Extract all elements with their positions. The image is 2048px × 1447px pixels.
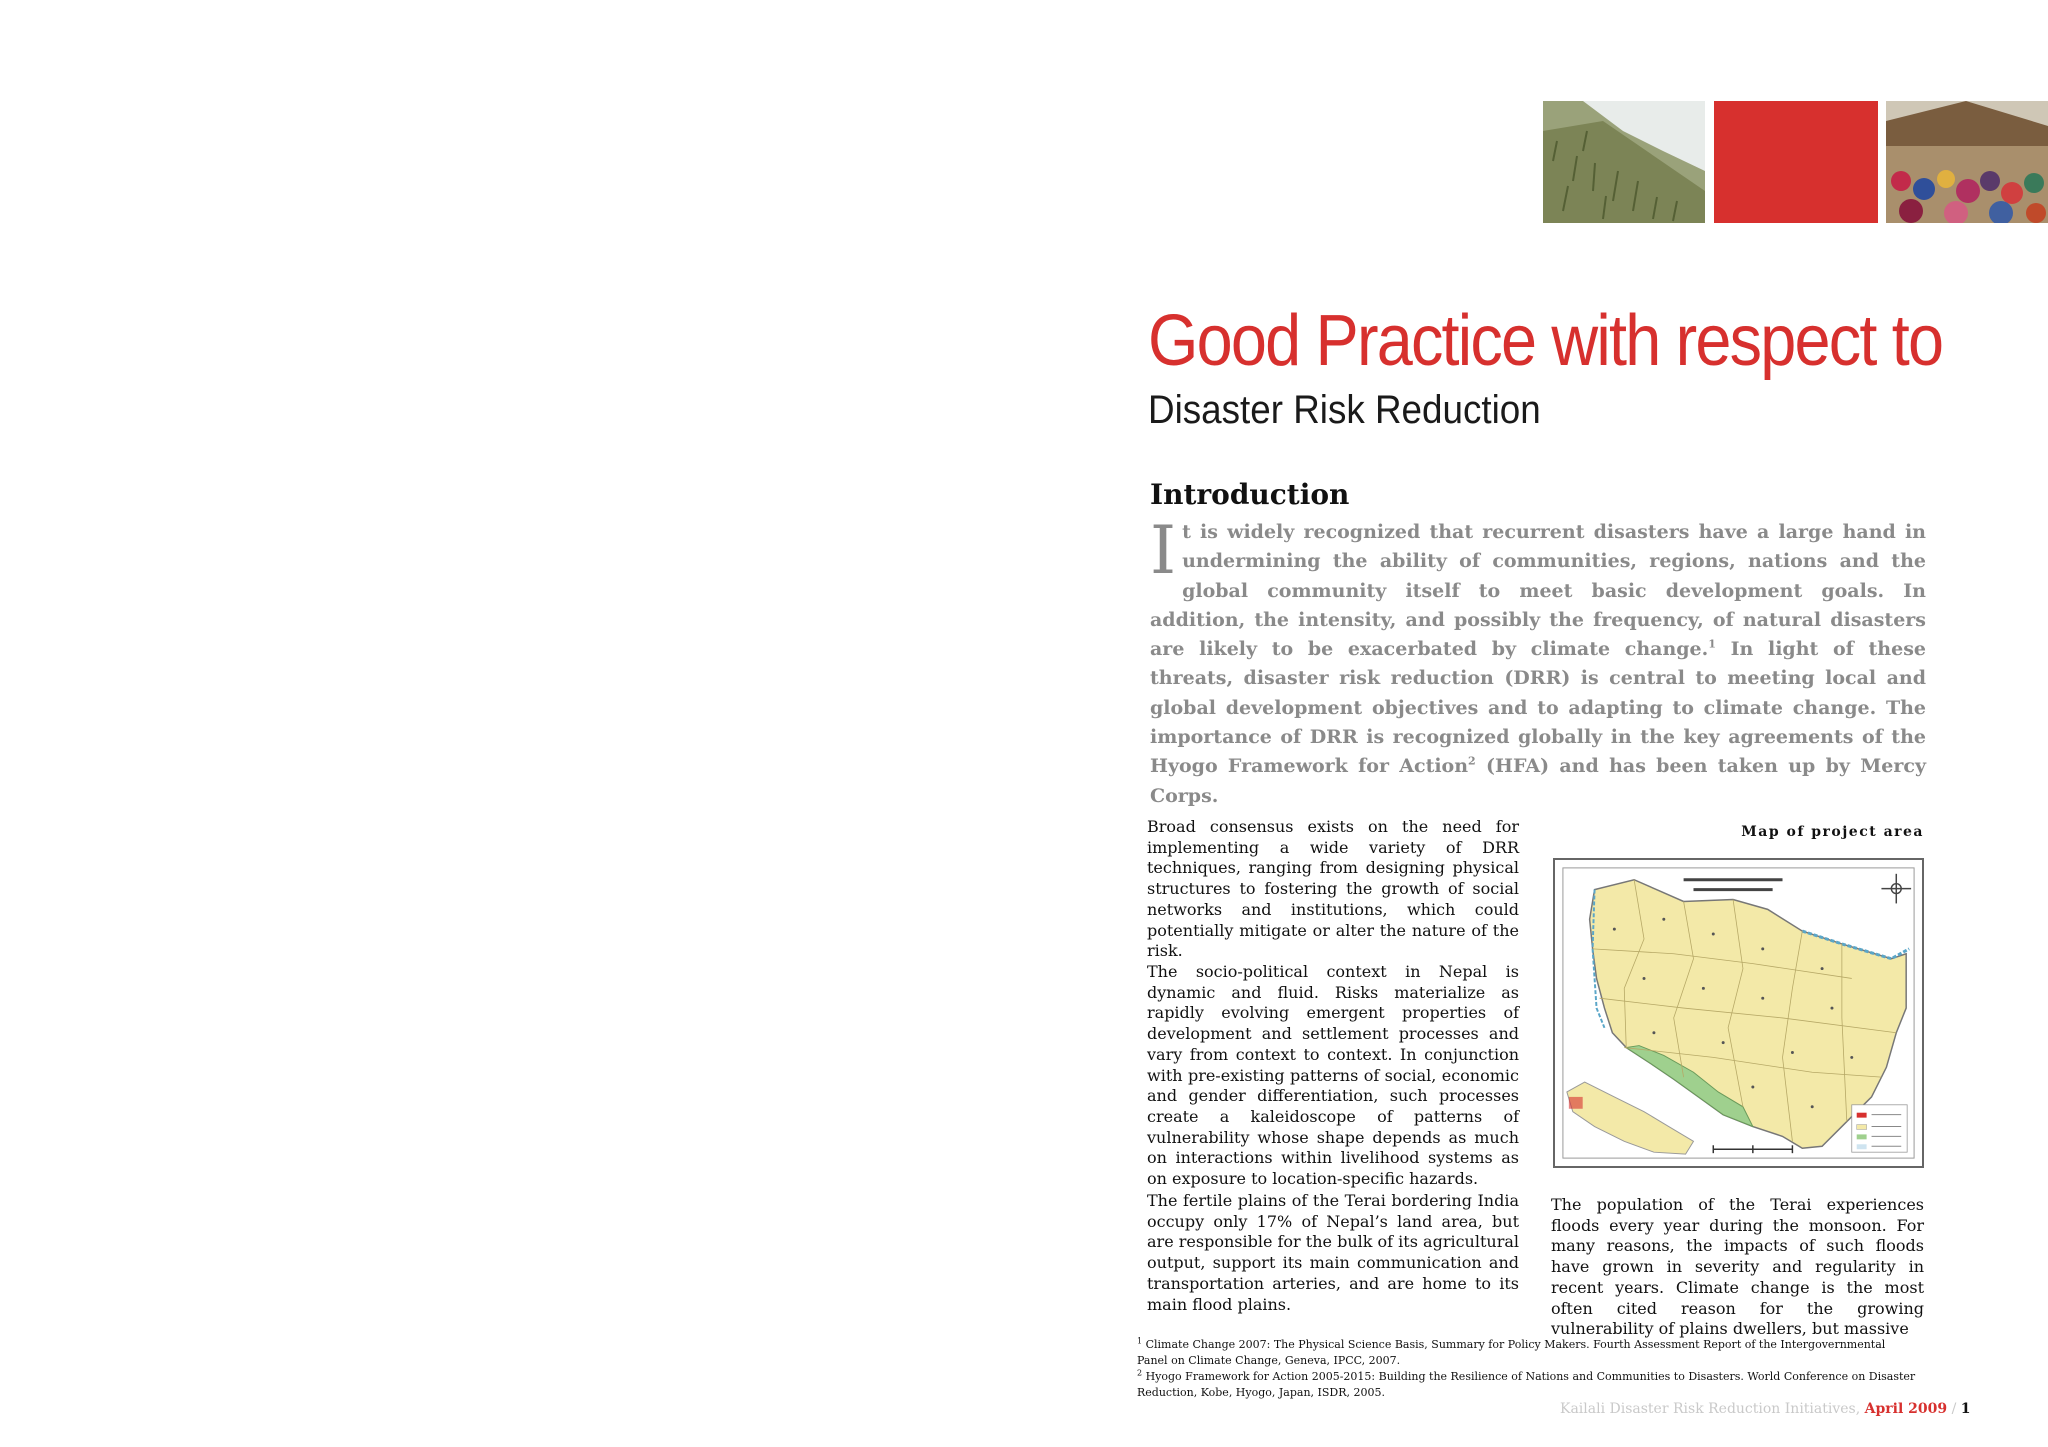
footnote-2-text: Hyogo Framework for Action 2005-2015: Building the Resilience of Nations and Communities to Disasters. World Conference on Disaster Reduction, Kobe, Hyogo, Japan, ISDR, 2005. bbox=[1137, 1370, 1916, 1399]
page-subtitle: Disaster Risk Reduction bbox=[1148, 388, 1541, 432]
page-title: Good Practice with respect to bbox=[1148, 301, 1943, 381]
body-paragraph-1: Broad consensus exists on the need for implementing a wide variety of DRR techniques, ranging from designing physical structures to fostering the growth of social networks and institutions, which could potentially mitigate or alter the nature of the risk. bbox=[1147, 817, 1519, 961]
body-paragraph-4: The population of the Terai experiences floods every year during the monsoon. For many reasons, the impacts of such floods have grown in severity and regularity in recent years. Climate change is the most often cited reason for the growing vulnerability of plains dwellers, but massive bbox=[1551, 1195, 1924, 1339]
footnote-1-number: 1 bbox=[1137, 1336, 1143, 1346]
red-block bbox=[1714, 101, 1878, 223]
footer-separator: / bbox=[1947, 1401, 1961, 1417]
footnote-2 bbox=[1137, 1369, 1917, 1401]
community-meeting-photo bbox=[1886, 101, 2048, 223]
page-number: 1 bbox=[1960, 1401, 1971, 1417]
publication-name: Kailali Disaster Risk Reduction Initiatives, bbox=[1560, 1401, 1865, 1417]
drop-cap: I bbox=[1150, 512, 1177, 589]
map-caption: Map of project area bbox=[1741, 824, 1924, 840]
intro-text-2: In light of these threats, disaster risk reduction (DRR) is central to meeting local and global development objectives and to adapting to climate change. The importance of DRR is recognized globally in the key agreements of the Hyogo Framework for Action bbox=[1150, 638, 1926, 778]
introduction-paragraph bbox=[1150, 512, 1926, 811]
footnotes bbox=[1137, 1337, 1917, 1401]
intro-text-1: t is widely recognized that recurrent disasters have a large hand in undermining the ability of communities, regions, nations and the global community itself to meet basic development goals. In addition, the intensity, and possibly the frequency, of natural disasters are likely to be exacerbated by climate change. bbox=[1150, 521, 1926, 661]
page-footer bbox=[1560, 1401, 1971, 1417]
section-heading-introduction: Introduction bbox=[1150, 478, 1350, 511]
footnote-ref-1[interactable]: 1 bbox=[1708, 637, 1716, 651]
footnote-ref-2[interactable]: 2 bbox=[1468, 755, 1476, 769]
footnote-1-text: Climate Change 2007: The Physical Science Basis, Summary for Policy Makers. Fourth Assessment Report of the Intergovernmental Panel on Climate Change, Geneva, IPCC, 2007. bbox=[1137, 1338, 1886, 1367]
footnote-2-number: 2 bbox=[1137, 1368, 1143, 1378]
publication-date: April 2009 bbox=[1864, 1401, 1948, 1417]
intro-text-3: (HFA) and has been taken up by Mercy Corps. bbox=[1150, 755, 1926, 807]
body-paragraph-3: The fertile plains of the Terai bordering India occupy only 17% of Nepal’s land area, but are responsible for the bulk of its agricultural output, support its main communication and transportation arteries, and are home to its main flood plains. bbox=[1147, 1191, 1519, 1314]
body-paragraph-2: The socio-political context in Nepal is dynamic and fluid. Risks materialize as rapidly evolving emergent properties of development and settlement processes and vary from context to context. In conjunction with pre-existing patterns of social, economic and gender differentiation, such processes create a kaleidoscope of patterns of vulnerability whose shape depends as much on interactions within livelihood systems as on exposure to location-specific hazards. bbox=[1147, 962, 1519, 1189]
footnote-1 bbox=[1137, 1337, 1917, 1369]
river-bank-photo bbox=[1543, 101, 1705, 223]
project-area-map bbox=[1553, 858, 1924, 1168]
